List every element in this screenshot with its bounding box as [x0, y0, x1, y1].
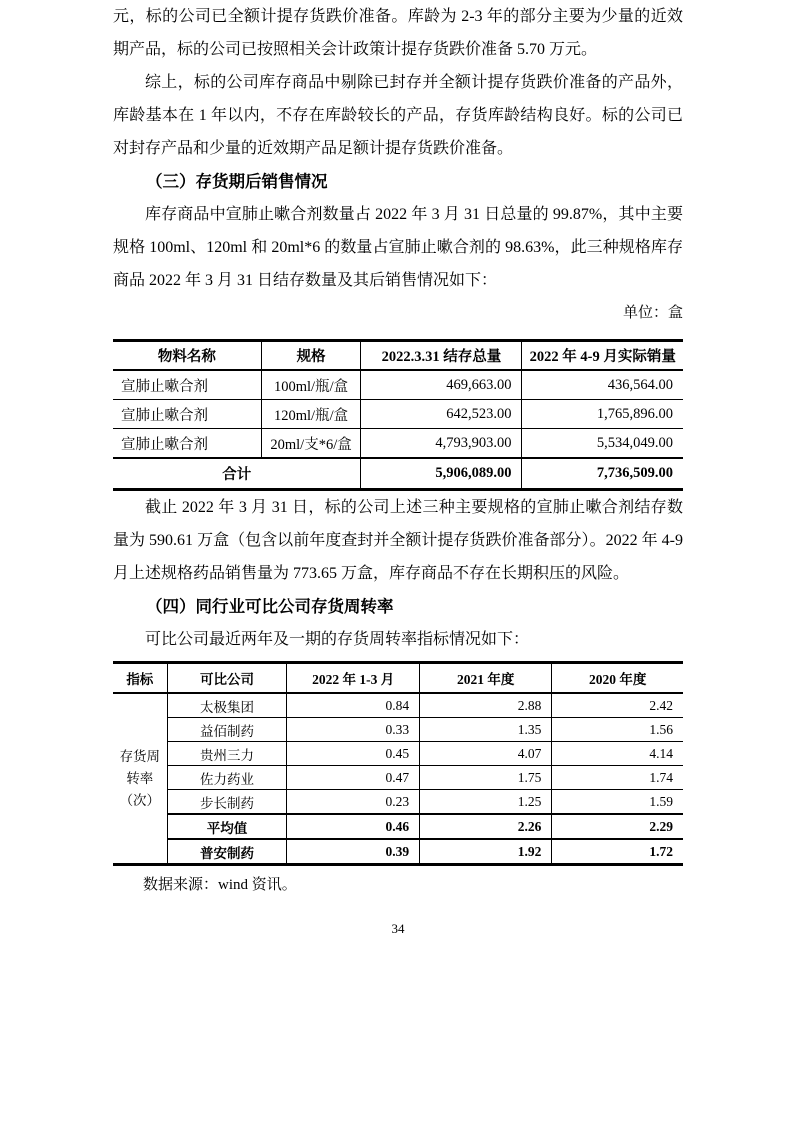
- table2-cell-value: 2.29: [552, 814, 683, 839]
- table2-cell-value: 2.42: [552, 693, 683, 718]
- paragraph-conclusion: 截止 2022 年 3 月 31 日，标的公司上述三种主要规格的宣肺止嗽合剂结存数量为 590.61 万盒（包含以前年度查封并全额计提存货跌价准备部分）。2022 年 4-9 月上述规格药品销售量为 773.65 万盒，库存商品不存在长期积压的风险。: [113, 499, 683, 582]
- table2-cell-value: 1.59: [552, 790, 683, 815]
- table2-cell-value: 1.56: [552, 718, 683, 742]
- table2-cell-value: 2.26: [420, 814, 552, 839]
- paragraph-turnover-intro: 可比公司最近两年及一期的存货周转率指标情况如下：: [145, 631, 530, 648]
- table1-total-row: [113, 458, 683, 490]
- table2-subject-row: [113, 839, 683, 865]
- table1-cell-balance: 4,793,903.00: [361, 429, 522, 459]
- table1-cell-material: 宣肺止嗽合剂: [113, 400, 261, 429]
- table1-cell-spec: 100ml/瓶/盒: [261, 370, 361, 400]
- paragraph-inventory-provision: 元，标的公司已全额计提存货跌价准备。库龄为 2-3 年的部分主要为少量的近效期产品，标的公司已按照相关会计政策计提存货跌价准备 5.70 万元。: [113, 8, 683, 58]
- table1-cell-balance: 469,663.00: [361, 370, 522, 400]
- table2-header-company: 可比公司: [167, 663, 287, 694]
- indicator-line: （次）: [119, 792, 161, 808]
- table2-cell-value: 0.23: [287, 790, 420, 815]
- table1-header-spec: 规格: [261, 341, 361, 371]
- table1-cell-material: 宣肺止嗽合剂: [113, 429, 261, 459]
- indicator-line: 转率: [126, 770, 154, 786]
- table1-total-balance: 5,906,089.00: [361, 458, 522, 490]
- table1-total-label: 合计: [113, 458, 361, 490]
- table1-header-row: [113, 341, 683, 371]
- table1-cell-spec: 120ml/瓶/盒: [261, 400, 361, 429]
- table1-cell-spec: 20ml/支*6/盒: [261, 429, 361, 459]
- table2-cell-company: 太极集团: [167, 693, 287, 718]
- table1-cell-material: 宣肺止嗽合剂: [113, 370, 261, 400]
- table1-cell-balance: 642,523.00: [361, 400, 522, 429]
- table1-header-balance: 2022.3.31 结存总量: [361, 341, 522, 371]
- table1-cell-sales: 1,765,896.00: [522, 400, 683, 429]
- section-heading-4: （四）同行业可比公司存货周转率: [146, 597, 394, 616]
- table2-average-row: [113, 814, 683, 839]
- table2-cell-company: 贵州三力: [167, 742, 287, 766]
- section-heading-3: （三）存货期后销售情况: [146, 172, 328, 191]
- table1-header-sales: 2022 年 4-9 月实际销量: [522, 341, 683, 371]
- table2-cell-value: 1.72: [552, 839, 683, 865]
- table2-header-2020: 2020 年度: [552, 663, 683, 694]
- table2-cell-value: 0.84: [287, 693, 420, 718]
- table2-row: [113, 693, 683, 718]
- table2-cell-value: 1.74: [552, 766, 683, 790]
- table2-indicator-merged-cell: [113, 693, 167, 865]
- table2-row: [113, 766, 683, 790]
- table2-header-indicator: 指标: [113, 663, 167, 694]
- table2-cell-value: 0.46: [287, 814, 420, 839]
- table1-row: [113, 429, 683, 459]
- table2-cell-value: 4.14: [552, 742, 683, 766]
- indicator-line: 存货周: [119, 748, 161, 764]
- table2-cell-value: 0.33: [287, 718, 420, 742]
- table2-cell-value: 1.92: [420, 839, 552, 865]
- table2-row: [113, 790, 683, 815]
- table2-cell-value: 4.07: [420, 742, 552, 766]
- table2-cell-company: 佐力药业: [167, 766, 287, 790]
- unit-label: 单位：盒: [622, 305, 683, 321]
- table2-header-row: [113, 663, 683, 694]
- table2-row: [113, 742, 683, 766]
- page-number: 34: [391, 921, 405, 936]
- table2-cell-company: 步长制药: [167, 790, 287, 815]
- inventory-balance-table: [113, 339, 683, 491]
- paragraph-summary: 综上，标的公司库存商品中剔除已封存并全额计提存货跌价准备的产品外，库龄基本在 1 年以内，不存在库龄较长的产品，存货库龄结构良好。标的公司已对封存产品和少量的近效期产品足额计提存货跌价准备。: [113, 74, 683, 157]
- table2-cell-value: 2.88: [420, 693, 552, 718]
- table1-row: [113, 370, 683, 400]
- table2-cell-company: 平均值: [167, 814, 287, 839]
- table2-cell-company: 普安制药: [167, 839, 287, 865]
- table2-cell-value: 1.75: [420, 766, 552, 790]
- source-note: 数据来源：wind 资讯。: [143, 877, 297, 893]
- table2-cell-value: 0.47: [287, 766, 420, 790]
- table2-cell-value: 0.45: [287, 742, 420, 766]
- table1-total-sales: 7,736,509.00: [522, 458, 683, 490]
- page-content: [113, 0, 683, 940]
- paragraph-sales-intro: 库存商品中宣肺止嗽合剂数量占 2022 年 3 月 31 日总量的 99.87%，其中主要规格 100ml、120ml 和 20ml*6 的数量占宣肺止嗽合剂的 98.63%，此三种规格库存商品 2022 年 3 月 31 日结存数量及其后销售情况如下：: [113, 206, 683, 289]
- table1-row: [113, 400, 683, 429]
- table1-cell-sales: 436,564.00: [522, 370, 683, 400]
- table1-cell-sales: 5,534,049.00: [522, 429, 683, 459]
- table1-header-material: 物料名称: [113, 341, 261, 371]
- table2-cell-value: 0.39: [287, 839, 420, 865]
- table2-row: [113, 718, 683, 742]
- table2-cell-value: 1.25: [420, 790, 552, 815]
- table2-header-2022: 2022 年 1-3 月: [287, 663, 420, 694]
- turnover-comparison-table: [113, 661, 683, 866]
- table2-header-2021: 2021 年度: [420, 663, 552, 694]
- table2-cell-value: 1.35: [420, 718, 552, 742]
- table2-cell-company: 益佰制药: [167, 718, 287, 742]
